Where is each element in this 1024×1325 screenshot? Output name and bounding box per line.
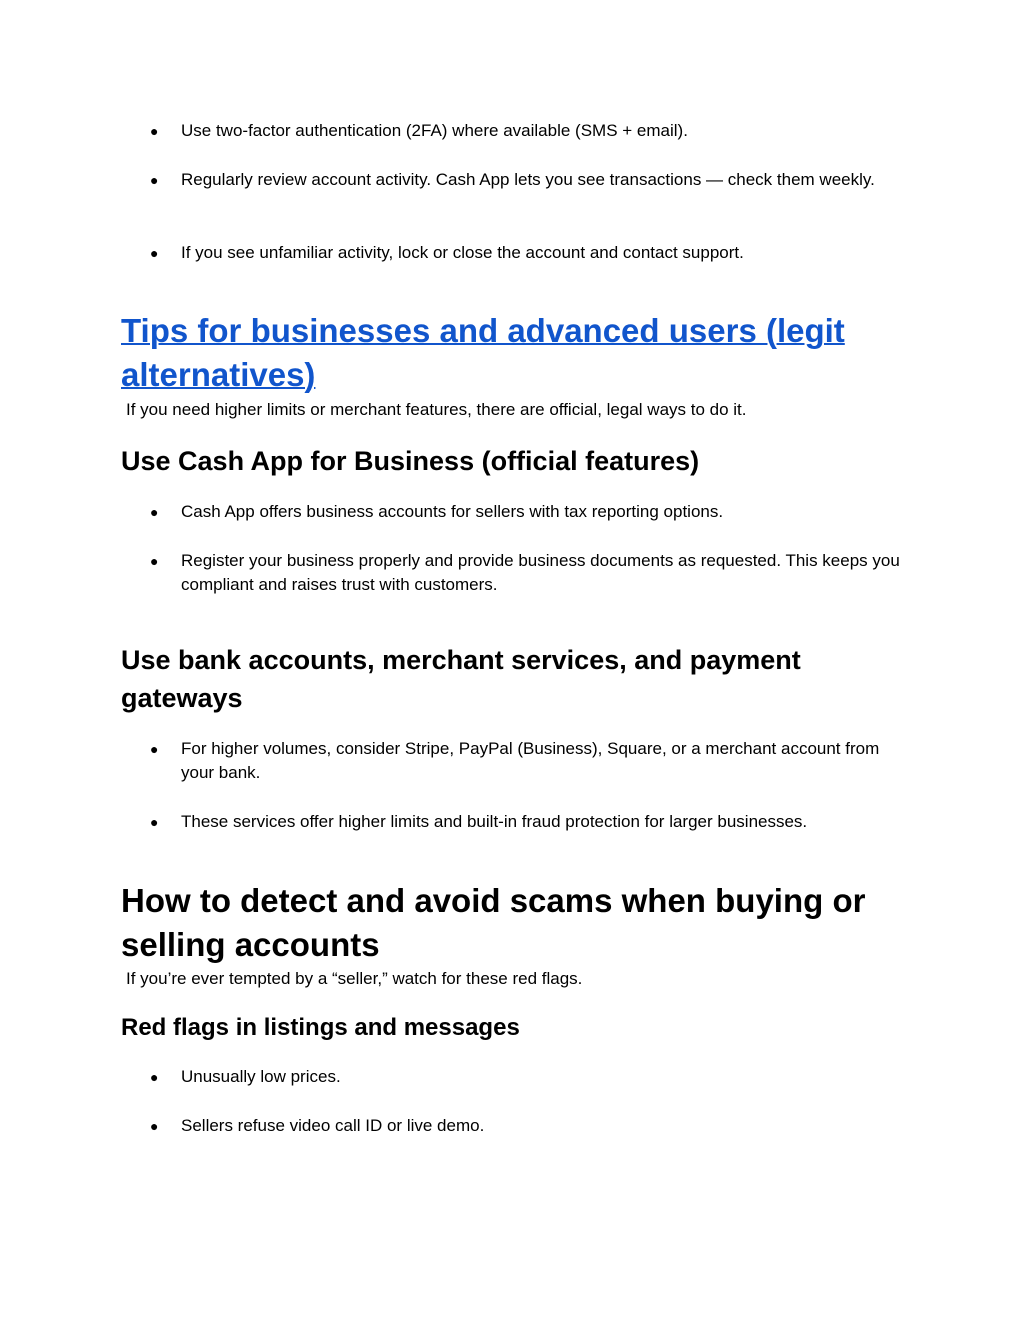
section-heading-link xyxy=(121,309,901,397)
subheading: Use bank accounts, merchant services, and payment gateways xyxy=(121,645,801,713)
bullet-icon: ● xyxy=(150,172,159,188)
section-intro: If you need higher limits or merchant features, there are official, legal ways to do it. xyxy=(126,400,747,419)
subheading: Use Cash App for Business (official features) xyxy=(121,446,700,476)
list-item: ● Cash App offers business accounts for sellers with tax reporting options. xyxy=(150,500,910,524)
section-intro: If you’re ever tempted by a “seller,” watch for these red flags. xyxy=(126,969,583,988)
list-item: ● Sellers refuse video call ID or live demo. xyxy=(150,1114,910,1138)
bullet-icon: ● xyxy=(150,245,159,261)
bullet-icon: ● xyxy=(150,123,159,139)
subheading: Red flags in listings and messages xyxy=(121,1014,520,1041)
section-heading: How to detect and avoid scams when buying or selling accounts xyxy=(121,882,866,963)
heading-link[interactable]: Tips for businesses and advanced users (legit alternatives) xyxy=(121,312,845,393)
list-item: ● Regularly review account activity. Cash App lets you see transactions — check them weekly. xyxy=(150,168,910,192)
list-item: ● Register your business properly and provide business documents as requested. This keeps you compliant and raises trust with customers. xyxy=(150,551,900,594)
bullet-icon: ● xyxy=(150,814,159,830)
list-item: ● Unusually low prices. xyxy=(150,1065,910,1089)
list-item: ● If you see unfamiliar activity, lock or close the account and contact support. xyxy=(150,241,910,265)
bullet-icon: ● xyxy=(150,553,159,569)
bullet-icon: ● xyxy=(150,504,159,520)
list-item: ● For higher volumes, consider Stripe, PayPal (Business), Square, or a merchant account from your bank. xyxy=(150,739,880,782)
list-item: ● These services offer higher limits and built-in fraud protection for larger businesses. xyxy=(150,810,910,834)
bullet-icon: ● xyxy=(150,1118,159,1134)
bullet-icon: ● xyxy=(150,741,159,757)
bullet-icon: ● xyxy=(150,1069,159,1085)
list-item: ● Use two-factor authentication (2FA) where available (SMS + email). xyxy=(150,119,910,143)
